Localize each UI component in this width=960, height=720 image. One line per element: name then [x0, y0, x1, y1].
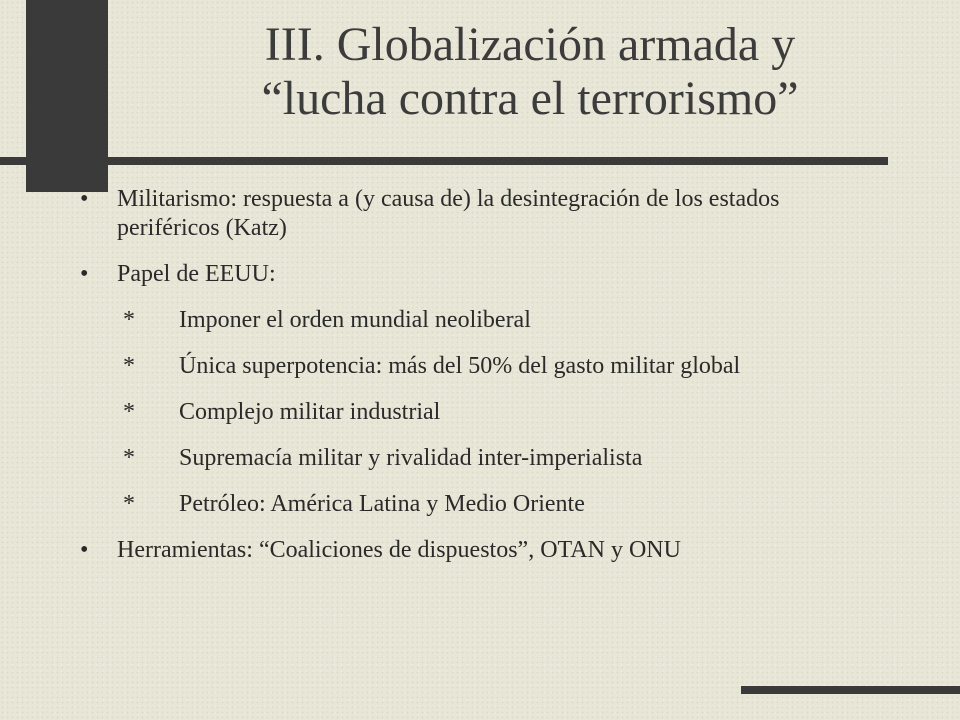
asterisk-icon: * — [123, 399, 135, 425]
slide-title — [140, 18, 920, 126]
asterisk-icon: * — [123, 353, 135, 379]
title-divider — [0, 157, 888, 165]
sub-item — [80, 352, 860, 381]
bullet-item — [80, 185, 860, 243]
title-line-2: “lucha contra el terrorismo” — [261, 72, 799, 125]
bullet-text: Herramientas: “Coaliciones de dispuestos”, OTAN y ONU — [117, 537, 681, 563]
bullet-icon: • — [80, 537, 89, 563]
bullet-text: Papel de EEUU: — [117, 261, 276, 287]
sub-item-text: Complejo militar industrial — [179, 399, 441, 425]
bullet-icon: • — [80, 261, 89, 287]
sub-item-text: Petróleo: América Latina y Medio Oriente — [179, 491, 585, 517]
footer-divider — [741, 686, 960, 694]
sub-item — [80, 444, 860, 473]
title-line-1: III. Globalización armada y — [264, 18, 796, 71]
asterisk-icon: * — [123, 491, 135, 517]
bullet-item — [80, 536, 860, 565]
sub-item — [80, 306, 860, 335]
sub-item — [80, 398, 860, 427]
bullet-text: Militarismo: respuesta a (y causa de) la desintegración de los estados periféricos (Katz) — [117, 186, 780, 241]
asterisk-icon: * — [123, 307, 135, 333]
sub-item-text: Imponer el orden mundial neoliberal — [179, 307, 531, 333]
sub-item-text: Supremacía militar y rivalidad inter-imperialista — [179, 445, 643, 471]
sub-item-text: Única superpotencia: más del 50% del gasto militar global — [179, 353, 741, 379]
bullet-icon: • — [80, 186, 89, 212]
asterisk-icon: * — [123, 445, 135, 471]
sub-item — [80, 490, 860, 519]
bullet-item — [80, 260, 860, 289]
slide-body — [80, 185, 860, 582]
